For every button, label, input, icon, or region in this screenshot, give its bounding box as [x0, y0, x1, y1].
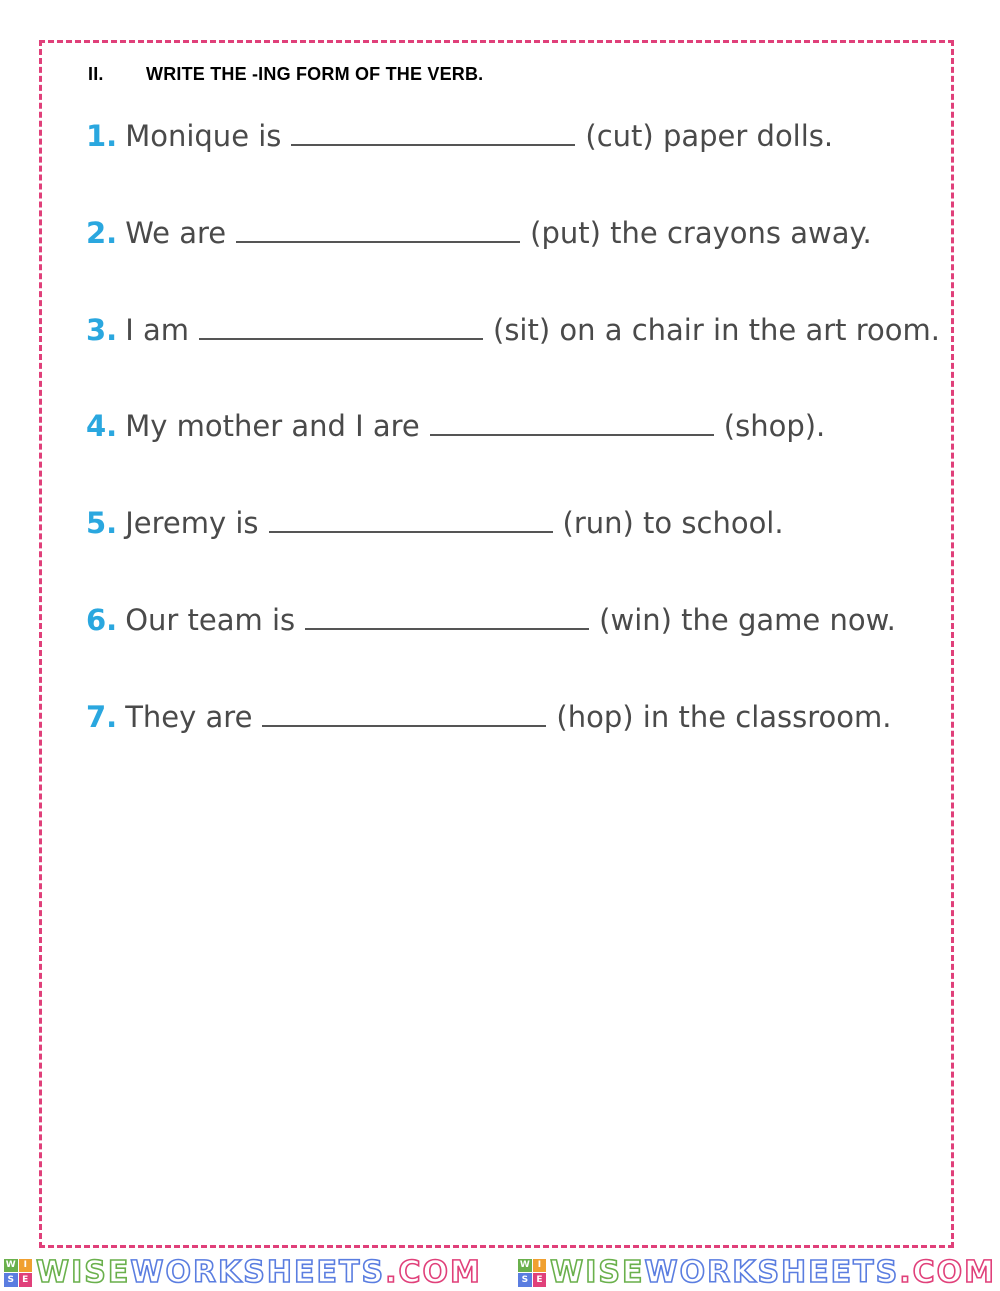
question-text-after: (put) the crayons away.: [530, 216, 872, 250]
answer-blank[interactable]: [236, 219, 520, 243]
question-text-before: Jeremy is: [125, 506, 259, 540]
question-text-after: (hop) in the classroom.: [556, 700, 892, 734]
watermark-text: WISE WORKSHEETS .COM: [36, 1255, 482, 1290]
answer-blank[interactable]: [305, 606, 589, 630]
question-number: 3.: [86, 313, 118, 347]
question-number: 5.: [86, 506, 118, 540]
question-text-after: (run) to school.: [562, 506, 784, 540]
watermark-footer: [0, 1254, 1000, 1291]
question-4: [86, 409, 826, 443]
question-text-after: (sit) on a chair in the art room.: [493, 313, 940, 347]
watermark-right: [518, 1255, 996, 1290]
question-number: 4.: [86, 409, 118, 443]
question-number: 6.: [86, 603, 118, 637]
question-number: 7.: [86, 700, 118, 734]
section-heading: [88, 64, 483, 85]
question-3: [86, 313, 940, 347]
answer-blank[interactable]: [430, 412, 714, 436]
answer-blank[interactable]: [262, 703, 546, 727]
question-text-before: We are: [125, 216, 227, 250]
question-number: 2.: [86, 216, 118, 250]
wise-logo-icon: W I S E: [4, 1259, 32, 1287]
answer-blank[interactable]: [199, 316, 483, 340]
question-text-after: (shop).: [723, 409, 826, 443]
question-number: 1.: [86, 119, 118, 153]
question-5: [86, 506, 784, 540]
watermark-text: WISE WORKSHEETS .COM: [550, 1255, 996, 1290]
question-6: [86, 603, 896, 637]
question-7: [86, 700, 892, 734]
question-text-before: I am: [125, 313, 189, 347]
question-text-after: (win) the game now.: [599, 603, 896, 637]
section-title: WRITE THE -ING FORM OF THE VERB.: [146, 64, 484, 84]
question-text-before: My mother and I are: [125, 409, 420, 443]
answer-blank[interactable]: [291, 122, 575, 146]
question-text-after: (cut) paper dolls.: [585, 119, 834, 153]
question-text-before: Our team is: [125, 603, 296, 637]
question-text-before: They are: [125, 700, 253, 734]
question-text-before: Monique is: [125, 119, 282, 153]
question-2: [86, 216, 872, 250]
wise-logo-icon: W I S E: [518, 1259, 546, 1287]
watermark-left: [4, 1255, 482, 1290]
section-number: II.: [88, 64, 104, 84]
answer-blank[interactable]: [269, 509, 553, 533]
question-1: [86, 119, 834, 153]
